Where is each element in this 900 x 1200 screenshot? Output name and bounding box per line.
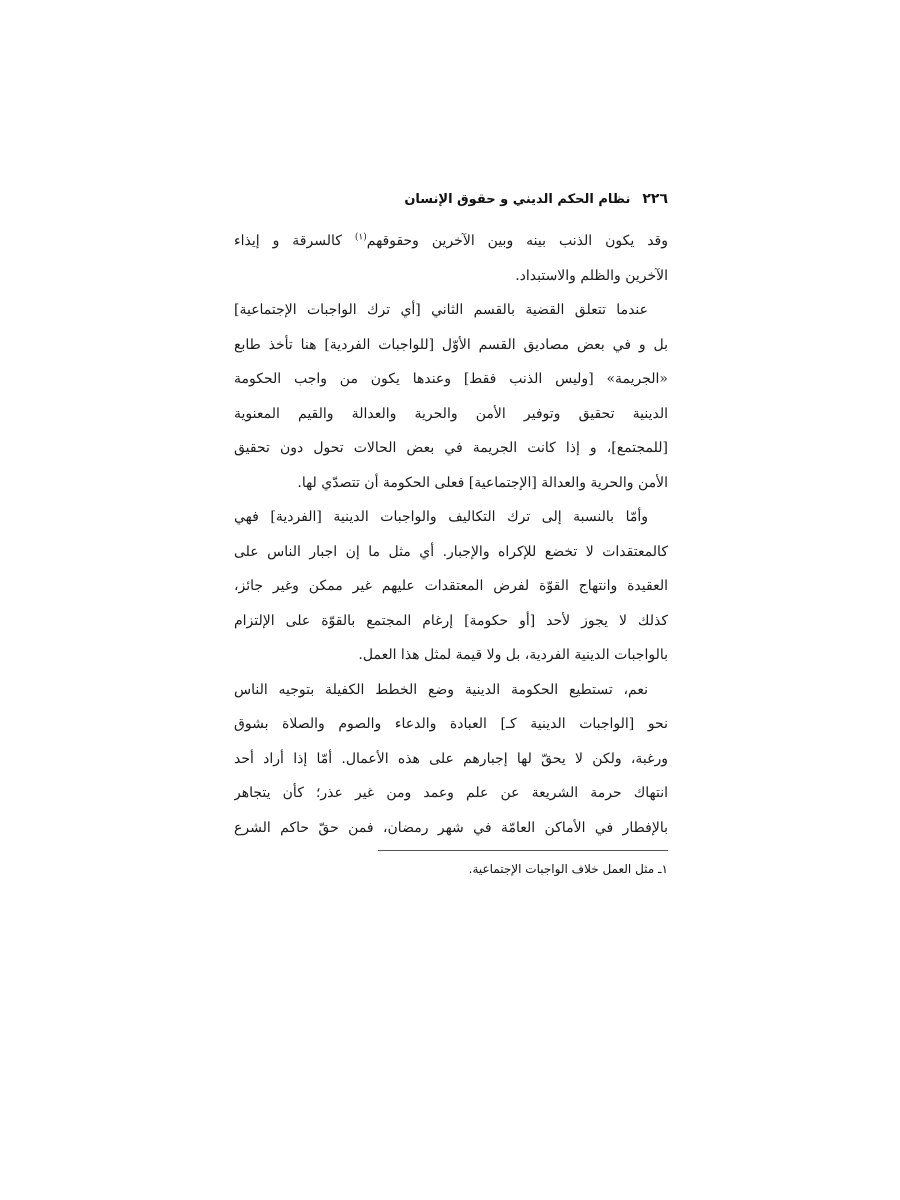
text-line: بل و في بعض مصاديق القسم الأوّل [للواجبات الفردية] هنا تأخذ طابع bbox=[234, 336, 668, 353]
running-header bbox=[404, 186, 668, 212]
text-line: كالمعتقدات لا تخضع للإكراه والإجبار. أي مثل ما إن اجبار الناس على bbox=[234, 543, 668, 560]
text-line: الأمن والحرية والعدالة [الإجتماعية] فعلى الحكومة أن تتصدّي لها. bbox=[297, 474, 668, 491]
text-line: الآخرين والظلم والاستبداد. bbox=[515, 267, 668, 284]
text-line: ورغبة، ولكن لا يحقّ لها إجبارهم على هذه الأعمال. أمّا إذا أراد أحد bbox=[234, 750, 668, 767]
page-number: ٢٢٦ bbox=[642, 191, 668, 207]
paragraph bbox=[234, 293, 668, 500]
footnote-marker[interactable]: (١) bbox=[354, 232, 367, 243]
text-line: «الجريمة» [وليس الذنب فقط] وعندها يكون من واجب الحكومة bbox=[234, 371, 668, 387]
text-line: العقيدة وانتهاج القوّة لفرض المعتقدات عليهم غير ممكن وغير جائز، bbox=[234, 578, 668, 594]
book-title: نظام الحكم الديني و حقوق الإنسان bbox=[404, 191, 631, 207]
body-text bbox=[234, 224, 668, 845]
text-line: عندما تتعلق القضية بالقسم الثاني [أي ترك الواجبات الإجتماعية] bbox=[234, 302, 648, 318]
paragraph bbox=[234, 224, 668, 293]
text-line: نحو [الواجبات الدينية كـ] العبادة والدعاء والصوم والصلاة بشوق bbox=[234, 716, 668, 732]
footnote: ١ـ مثل العمل خلاف الواجبات الإجتماعية. bbox=[468, 862, 668, 876]
text-line: وأمّا بالنسبة إلى ترك التكاليف والواجبات الدينية [الفردية] فهي bbox=[234, 509, 648, 525]
text-line: بالإفطار في الأماكن العامّة في شهر رمضان، فمن حقّ حاكم الشرع bbox=[234, 819, 668, 836]
text-line: كذلك لا يجوز لأحد [أو حكومة] إرغام المجتمع بالقوّة على الإلتزام bbox=[234, 612, 668, 629]
text-line: انتهاك حرمة الشريعة عن علم وعمد ومن غير عذر؛ كأن يتجاهر bbox=[234, 785, 668, 801]
text-line: [للمجتمع]، و إذا كانت الجريمة في بعض الحالات تحول دون تحقيق bbox=[234, 440, 668, 456]
text-line: الدينية تحقيق وتوفير الأمن والحرية والعدالة والقيم المعنوية bbox=[234, 405, 668, 422]
text-line: بالواجبات الدينية الفردية، بل ولا قيمة لمثل هذا العمل. bbox=[358, 647, 668, 663]
text-line: وقد يكون الذنب بينه وبين الآخرين وحقوقهم$^{(١)}$ كالسرقة و إيذاء bbox=[234, 232, 668, 249]
paragraph bbox=[234, 500, 668, 673]
footnote-divider bbox=[378, 850, 668, 851]
paragraph bbox=[234, 673, 668, 846]
text-line: نعم، تستطيع الحكومة الدينية وضع الخطط الكفيلة بتوجيه الناس bbox=[234, 681, 648, 698]
